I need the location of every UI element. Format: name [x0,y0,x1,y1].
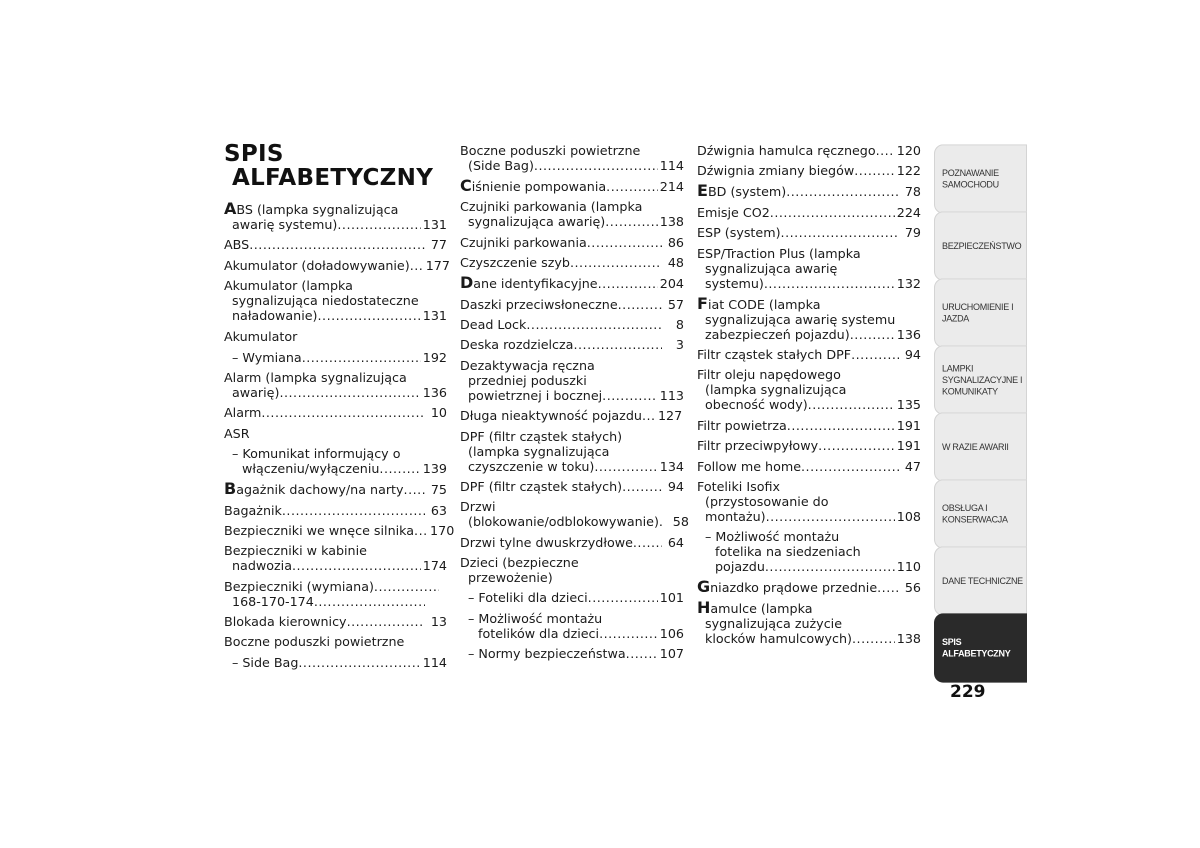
entry-text: sygnalizująca zużycie [705,616,842,632]
leader-dots [347,614,425,629]
entry-text: Blokada kierownicy [224,614,347,630]
leader-dots [587,235,662,250]
entry-text: Długa nieaktywność pojazdu [460,408,642,424]
entry-text: pojazdu [715,559,765,575]
entry-text: czyszczenie w toku) [468,458,595,474]
page-ref: 134 [659,458,684,474]
index-entry[interactable] [224,634,447,649]
page-ref: 78 [904,184,921,200]
tab-lampki-sygnalizacyjne-i-komunikaty[interactable] [934,345,1027,414]
page-ref: 63 [430,502,447,518]
entry-text: zabezpieczeń pojazdu) [705,326,850,342]
entry-text: Czujniki parkowania (lampka [460,199,643,215]
entry-text: awarię systemu) [232,217,338,232]
entry-text: nadwozia [232,558,292,574]
index-entry[interactable] [460,317,684,332]
index-entry[interactable] [697,246,921,291]
index-entry[interactable] [460,297,684,312]
page-ref: 177 [425,257,450,273]
leader-dots [852,631,895,646]
index-entry[interactable] [697,577,921,597]
entry-text: montażu) [705,508,766,524]
entry-text: – Możliwość montażu [468,610,603,626]
page-ref: 10 [430,405,447,421]
entry-text [224,199,447,218]
entry-text: przewożenie) [468,570,553,586]
leader-dots [534,158,658,173]
page-ref: 58 [672,514,689,530]
leader-dots [302,350,421,365]
entry-text: – Komunikat informujący o [232,446,401,462]
entry-text: powietrznej i bocznej [468,387,603,403]
leader-dots [414,523,428,538]
entry-text: – Normy bezpieczeństwa [468,646,626,662]
tab-label: LAMPKI SYGNALIZACYJNE I KOMUNIKATY [942,362,1023,397]
index-entry[interactable] [697,293,921,342]
letter-initial: G [697,577,711,597]
tab-uruchomienie-i-jazda[interactable] [934,278,1027,347]
index-entry[interactable] [224,655,447,670]
page-ref: 94 [667,478,684,494]
leader-dots [314,594,425,609]
page-ref: 13 [430,614,447,630]
leader-dots [605,214,658,229]
entry-text: Alarm (lampka sygnalizująca [224,369,407,385]
entry-text: Dźwignia hamulca ręcznego [697,143,876,158]
page-ref: 170 [430,522,455,538]
index-entry[interactable] [224,503,447,518]
tab-label: POZNAWANIE SAMOCHODU [942,167,999,190]
entry-text: ABS [224,237,250,253]
page-ref: 192 [422,349,447,365]
page-ref: 191 [896,438,921,454]
leader-dots [282,503,425,518]
tab-dane-techniczne[interactable] [934,546,1027,615]
page-ref: 75 [430,482,447,498]
entry-text: sygnalizująca niedostateczne [232,293,419,309]
page-ref: 108 [896,508,921,524]
entry-text: (lampka sygnalizująca [705,382,847,398]
leader-dots [526,317,662,332]
index-entry[interactable] [224,614,447,629]
letter-initial: D [460,273,474,293]
leader-dots [292,558,421,573]
entry-text: Boczne poduszki powietrzne [460,143,641,158]
entry-text: Dead Lock [460,316,527,332]
index-entry[interactable] [460,337,684,352]
index-entry[interactable] [460,535,684,550]
leader-dots [379,461,420,476]
index-entry[interactable] [460,555,684,585]
page-ref: 204 [659,276,684,292]
leader-dots [588,590,658,605]
entry-text: ASR [224,425,250,441]
page-title [224,142,433,190]
entry-text [460,176,607,195]
entry-text-rest: niazdko prądowe przednie [710,580,878,596]
leader-dots [850,327,895,342]
page-ref: 77 [430,237,447,253]
index-entry[interactable] [697,163,921,178]
leader-dots [764,276,895,291]
index-entry[interactable] [697,418,921,433]
entry-text: Alarm [224,405,262,421]
leader-dots [410,258,424,273]
entry-text: Dzieci (bezpieczne [460,555,579,571]
page-ref: 3 [675,337,684,353]
entry-text: awarię) [232,384,280,400]
leader-dots [876,143,895,158]
tab-label: URUCHOMIENIE I JAZDA [942,301,1014,324]
entry-text: (przystosowanie do [705,493,829,509]
entry-text: Czujniki parkowania [460,234,587,250]
leader-dots [766,509,895,524]
page-ref: 113 [659,387,684,403]
index-entry[interactable] [697,225,921,240]
entry-text [460,273,598,293]
tab-w-razie-awarii[interactable] [934,412,1027,481]
leader-dots [622,479,662,494]
page-ref: 131 [422,217,447,232]
leader-dots [854,163,895,178]
leader-dots [599,626,658,641]
index-entry[interactable] [697,347,921,362]
index-entry[interactable] [460,429,684,474]
index-entry[interactable] [697,181,921,201]
tab-bezpiecze-stwo[interactable] [934,211,1027,280]
entry-text: fotelików dla dzieci [478,625,600,641]
index-entry[interactable] [697,205,921,220]
entry-text: Akumulator (lampka [224,278,353,294]
index-entry[interactable] [697,459,921,474]
page-ref: 8 [675,316,684,332]
entry-text: DPF (filtr cząstek stałych) [460,478,623,494]
leader-dots [633,535,662,550]
title-line-2: ALFABETYCZNY [232,165,434,191]
entry-text: klocków hamulcowych) [705,631,853,647]
index-entry[interactable] [460,199,684,229]
page-ref: 127 [657,408,683,424]
index-entry[interactable] [224,579,447,609]
index-entry[interactable] [224,446,447,476]
leader-dots [786,184,899,199]
entry-text: Drzwi [460,499,496,515]
page-ref: 136 [422,384,447,400]
entry-text: Akumulator (doładowywanie) [224,257,410,273]
page-number: 229 [950,682,986,702]
page-ref: 86 [667,234,684,250]
page-ref: 48 [667,255,684,271]
entry-text: włączeniu/wyłączeniu [242,461,380,477]
entry-text: systemu) [705,275,764,291]
leader-dots [318,308,421,323]
index-entry[interactable] [460,499,689,530]
index-entry[interactable] [460,255,684,270]
entry-text: Emisje CO2 [697,204,770,220]
leader-dots [249,237,425,252]
leader-dots [877,580,899,595]
index-entry[interactable] [460,273,684,293]
index-entry[interactable] [460,143,684,173]
page-ref: 110 [896,559,921,575]
entry-text: Bezpieczniki (wymiana) [224,578,374,594]
entry-text-rest: BS (lampka sygnalizująca [236,202,399,217]
page-ref: 106 [659,625,684,641]
entry-text-rest: iat CODE (lampka [707,296,821,312]
entry-text: (Side Bag) [468,158,534,173]
page-ref: 47 [904,458,921,474]
tab-poznawanie-samochodu[interactable] [934,144,1027,213]
page-ref: 56 [904,580,921,596]
page-ref: 191 [896,417,921,433]
leader-dots [851,347,899,362]
page-ref: 120 [896,143,921,158]
index-entry[interactable] [460,590,684,605]
index-entry[interactable] [224,278,447,323]
letter-initial: C [460,176,472,195]
leader-dots [781,225,899,240]
entry-text-rest: ane identyfikacyjne [473,276,598,292]
leader-dots [298,655,420,670]
entry-text [697,577,878,597]
entry-text: Filtr powietrza [697,417,787,433]
page-ref: 114 [422,654,447,670]
index-entry[interactable] [460,611,684,641]
tab-label: SPIS ALFABETYCZNY [942,636,1011,659]
index-entry[interactable] [224,329,447,344]
index-entry[interactable] [460,358,684,403]
index-entry[interactable] [460,408,684,423]
letter-initial: A [224,199,237,218]
leader-dots [606,179,658,194]
letter-initial: E [697,181,708,201]
entry-text: Bagażnik [224,502,282,518]
entry-text: Bezpieczniki w kabinie [224,543,367,559]
index-entry[interactable] [697,367,921,412]
index-entry[interactable] [224,479,447,499]
index-entry[interactable] [224,543,447,573]
leader-dots [818,438,895,453]
entry-text: sygnalizująca awarię systemu [705,311,896,327]
index-entry[interactable] [460,235,684,250]
entry-text: obecność wody) [705,397,808,413]
leader-dots [801,459,899,474]
tab-obs-uga-i-konserwacja[interactable] [934,479,1027,548]
index-column-2 [460,143,689,667]
entry-text: 168-170-174 [232,593,314,609]
tab-label: BEZPIECZEŃSTWO [942,240,1022,251]
entry-text: Boczne poduszki powietrzne [224,634,405,650]
page-ref: 79 [904,225,921,241]
entry-text: Follow me home [697,458,801,474]
index-entry[interactable] [224,257,450,273]
entry-text: Filtr cząstek stałych DPF [697,346,852,362]
entry-text-rest: agażnik dachowy/na narty [236,482,404,498]
page-ref: 214 [659,179,684,194]
letter-initial: F [697,293,708,313]
entry-text: ESP (system) [697,225,781,241]
entry-text: fotelika na siedzeniach [715,544,861,560]
index-entry[interactable] [697,479,921,524]
index-entry[interactable] [697,143,921,158]
letter-initial: B [224,479,237,499]
index-entry[interactable] [224,199,447,232]
entry-text: Dźwignia zmiany biegów [697,163,855,179]
index-column-3 [697,143,921,652]
entry-text: Czyszczenie szyb [460,255,570,271]
entry-text: Filtr oleju napędowego [697,367,841,383]
entry-text: (lampka sygnalizująca [468,443,610,459]
entry-text: sygnalizująca awarię) [468,214,606,230]
index-entry[interactable] [460,176,684,195]
index-entry[interactable] [697,529,921,574]
index-entry[interactable] [224,426,447,441]
entry-text [697,181,787,201]
page-ref: 174 [422,558,447,574]
leader-dots [279,385,420,400]
index-entry[interactable] [224,350,447,365]
leader-dots [626,646,658,661]
leader-dots [770,205,895,220]
leader-dots [602,388,658,403]
section-tabs [934,146,1027,682]
tab-spis-alfabetyczny[interactable] [934,613,1027,682]
entry-text: – Foteliki dla dzieci [468,590,588,606]
page-ref: 122 [896,163,921,179]
entry-text: Drzwi tylne dwuskrzydłowe [460,534,633,550]
entry-text: sygnalizująca awarię [705,260,838,276]
entry-text: naładowanie) [232,308,318,324]
leader-dots [808,397,895,412]
tab-label: W RAZIE AWARII [942,441,1009,452]
index-entry[interactable] [460,479,684,494]
entry-text-rest: iśnienie pompowania [471,179,607,194]
page-ref: 114 [659,158,684,173]
leader-dots [570,255,662,270]
index-column-1 [224,199,455,675]
leader-dots [404,482,425,497]
entry-text: Deska rozdzielcza [460,337,574,353]
entry-text: Foteliki Isofix [697,478,780,494]
leader-dots [261,405,425,420]
page-ref: 138 [896,631,921,647]
page-ref: 64 [667,534,684,550]
entry-text-rest: amulce (lampka [710,601,813,617]
index-entry[interactable] [697,598,921,647]
page-ref: 101 [659,590,684,606]
entry-text: DPF (filtr cząstek stałych) [460,428,623,444]
entry-text: Bezpieczniki we wnęce silnika [224,522,415,538]
index-entry[interactable] [224,237,447,252]
leader-dots [337,217,420,232]
tab-label: DANE TECHNICZNE [942,575,1023,586]
leader-dots [573,337,662,352]
leader-dots [642,408,656,423]
page-ref: 94 [904,346,921,362]
index-entry[interactable] [224,405,447,420]
letter-initial: H [697,598,711,618]
index-entry[interactable] [224,370,447,400]
entry-text-rest: BD (system) [707,184,787,200]
entry-text: przedniej poduszki [468,372,587,388]
entry-text: ESP/Traction Plus (lampka [697,245,861,261]
entry-text: Dezaktywacja ręczna [460,357,595,373]
page-ref: 139 [422,461,447,477]
title-line-1: SPIS [224,141,284,167]
entry-text: Daszki przeciwsłoneczne [460,296,618,312]
entry-text [224,479,404,499]
index-entry[interactable] [460,646,684,661]
tab-label: OBSŁUGA I KONSERWACJA [942,502,1008,525]
leader-dots [618,297,662,312]
entry-text [697,598,921,618]
index-entry[interactable] [697,438,921,453]
page-ref: 224 [896,204,921,220]
page-ref: 107 [659,646,684,662]
page-ref: 132 [896,275,921,291]
entry-text: – Wymiana [232,349,302,365]
leader-dots [787,418,895,433]
entry-text [697,293,921,313]
leader-dots [594,459,657,474]
page-ref: 136 [896,326,921,342]
entry-text: Akumulator [224,329,298,345]
entry-text: (blokowanie/odblokowywanie). [468,514,663,530]
page-ref: 135 [896,397,921,413]
leader-dots [765,559,895,574]
leader-dots [598,276,658,291]
entry-text: Filtr przeciwpyłowy [697,438,819,454]
index-entry[interactable] [224,522,455,538]
entry-text: – Możliwość montażu [705,529,840,545]
page-ref: 57 [667,296,684,312]
page-ref: 131 [422,308,447,324]
page-ref: 138 [659,214,684,230]
leader-dots [374,579,439,594]
entry-text: – Side Bag [232,654,299,670]
